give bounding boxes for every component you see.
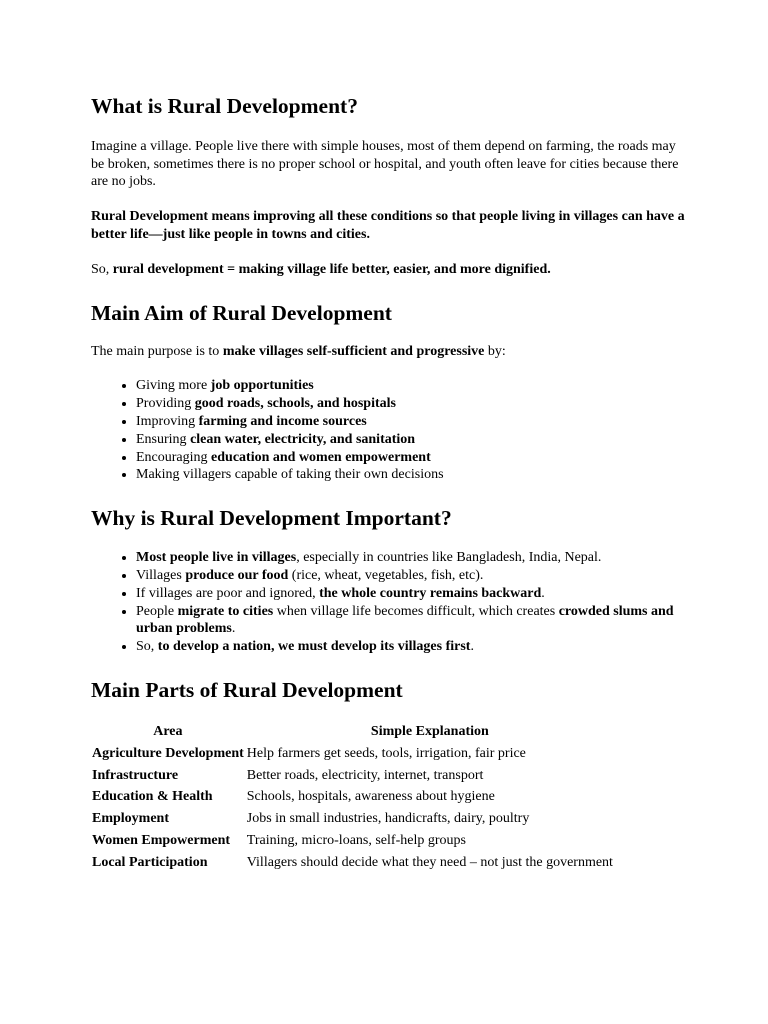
table-header-explanation: Simple Explanation bbox=[370, 723, 489, 739]
table-row bbox=[90, 765, 614, 787]
bullet-text: when village life becomes difficult, which creates bbox=[273, 603, 559, 619]
bullet-bold: education and women empowerment bbox=[211, 449, 431, 465]
table-cell-area: Local Participation bbox=[92, 854, 208, 870]
list-item bbox=[136, 395, 691, 413]
bullet-bold: to develop a nation, we must develop its villages first bbox=[157, 639, 471, 655]
bullet-bold: migrate to cities bbox=[177, 603, 274, 619]
summary-bold: rural development = making village life better, easier, and more dignified. bbox=[112, 262, 551, 278]
bullet-bold: farming and income sources bbox=[198, 413, 367, 429]
heading-what-is-rural-development: What is Rural Development? bbox=[91, 94, 358, 118]
bullet-text: , especially in countries like Bangladesh, India, Nepal. bbox=[296, 550, 602, 566]
aim-intro-suffix: by: bbox=[484, 343, 506, 359]
bullet-text: Villages bbox=[136, 567, 186, 583]
list-item bbox=[136, 449, 691, 467]
table-row bbox=[90, 852, 614, 874]
bullet-text: Providing bbox=[136, 396, 195, 412]
aim-bullet-list bbox=[91, 377, 691, 484]
bullet-text: Improving bbox=[136, 413, 199, 429]
list-item bbox=[136, 466, 691, 484]
table-row bbox=[90, 830, 614, 852]
table-header-row bbox=[90, 721, 614, 743]
definition-bold: Rural Development means improving all these conditions so that people living in villages can have a better life—just like people in towns and cities. bbox=[91, 209, 685, 242]
summary-prefix: So, bbox=[91, 262, 113, 278]
bullet-text: Encouraging bbox=[136, 449, 212, 465]
list-item bbox=[136, 585, 691, 603]
aim-intro-bold: make villages self-sufficient and progressive bbox=[222, 343, 485, 359]
summary-paragraph bbox=[91, 261, 691, 279]
bullet-text: Giving more bbox=[136, 378, 211, 394]
bullet-text: Ensuring bbox=[136, 431, 191, 447]
table-cell-explanation: Help farmers get seeds, tools, irrigation, fair price bbox=[246, 745, 526, 761]
document-content bbox=[91, 92, 691, 873]
bullet-bold: Most people live in villages bbox=[136, 550, 297, 566]
bullet-text: . bbox=[541, 585, 545, 601]
aim-intro-paragraph bbox=[91, 343, 691, 361]
table-cell-area: Women Empowerment bbox=[92, 832, 231, 848]
table-cell-explanation: Schools, hospitals, awareness about hygiene bbox=[246, 789, 495, 805]
list-item bbox=[136, 549, 691, 567]
rural-development-table bbox=[90, 721, 614, 874]
bullet-bold: produce our food bbox=[185, 567, 289, 583]
bullet-text: People bbox=[136, 603, 178, 619]
bullet-bold: crowded slums and urban problems bbox=[136, 603, 674, 637]
list-item bbox=[136, 413, 691, 431]
table-header-area: Area bbox=[153, 723, 183, 739]
table-cell-area: Infrastructure bbox=[92, 767, 179, 783]
table-cell-explanation: Villagers should decide what they need – not just the government bbox=[246, 854, 613, 870]
table-row bbox=[90, 743, 614, 765]
bullet-text: If villages are poor and ignored, bbox=[136, 585, 320, 601]
definition-paragraph bbox=[91, 208, 691, 243]
bullet-bold: job opportunities bbox=[210, 378, 314, 394]
table-row bbox=[90, 808, 614, 830]
importance-bullet-list bbox=[91, 549, 691, 656]
bullet-bold: clean water, electricity, and sanitation bbox=[190, 431, 416, 447]
bullet-bold: the whole country remains backward bbox=[319, 585, 542, 601]
bullet-text: . bbox=[470, 639, 474, 655]
table-cell-area: Education & Health bbox=[92, 789, 213, 805]
bullet-text: (rice, wheat, vegetables, fish, etc). bbox=[288, 567, 484, 583]
list-item bbox=[136, 567, 691, 585]
table-row bbox=[90, 786, 614, 808]
heading-main-aim: Main Aim of Rural Development bbox=[91, 300, 392, 325]
list-item bbox=[136, 377, 691, 395]
table-cell-area: Agriculture Development bbox=[92, 745, 244, 761]
table-cell-area: Employment bbox=[92, 811, 169, 827]
table-cell-explanation: Jobs in small industries, handicrafts, dairy, poultry bbox=[246, 811, 530, 827]
table-cell-explanation: Better roads, electricity, internet, transport bbox=[246, 767, 484, 783]
bullet-text: So, bbox=[136, 639, 158, 655]
list-item bbox=[136, 638, 691, 656]
heading-why-important: Why is Rural Development Important? bbox=[91, 506, 452, 531]
table-cell-explanation: Training, micro-loans, self-help groups bbox=[246, 832, 466, 848]
list-item bbox=[136, 603, 691, 639]
bullet-text: Making villagers capable of taking their own decisions bbox=[136, 467, 444, 483]
bullet-bold: good roads, schools, and hospitals bbox=[194, 396, 396, 412]
intro-paragraph: Imagine a village. People live there with simple houses, most of them depend on farming, the roads may be broken, sometimes there is no proper school or hospital, and youth often leave for cities because there are no jobs. bbox=[91, 139, 679, 190]
aim-intro-prefix: The main purpose is to bbox=[91, 343, 223, 359]
list-item bbox=[136, 431, 691, 449]
bullet-text: . bbox=[231, 621, 236, 637]
heading-main-parts: Main Parts of Rural Development bbox=[91, 677, 403, 702]
